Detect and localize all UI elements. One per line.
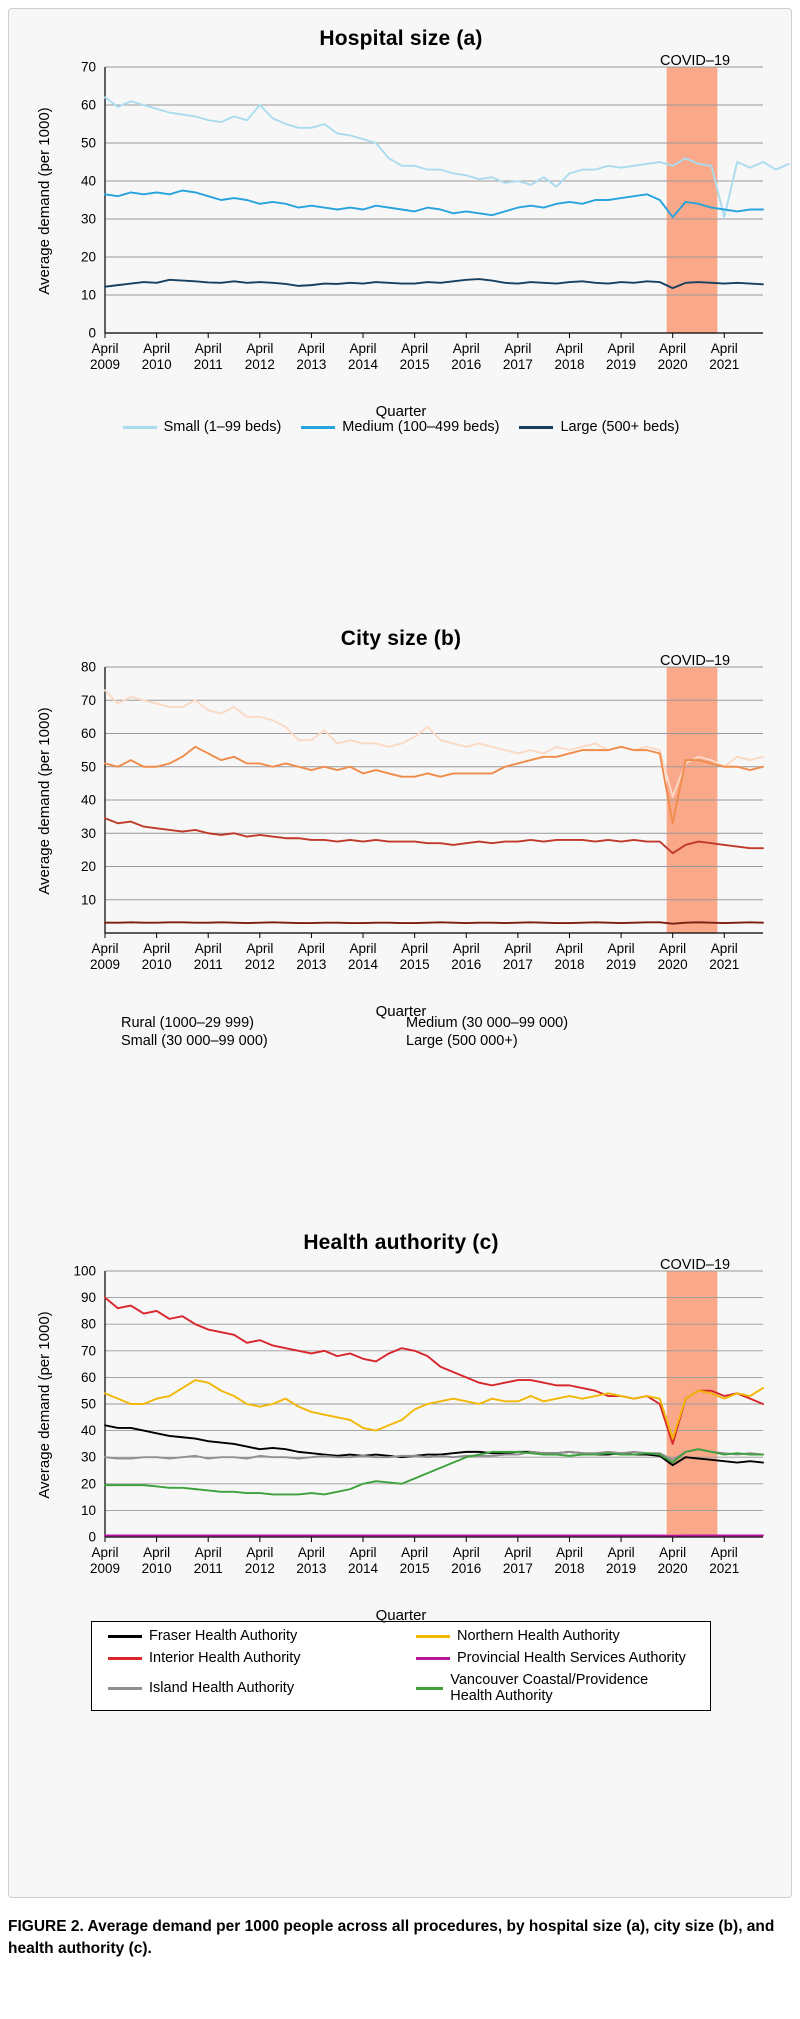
x-tick-year: 2019 (606, 357, 637, 372)
legend-swatch (301, 426, 335, 429)
x-tick-month: April (297, 1545, 325, 1560)
legend-item (123, 419, 282, 435)
series-line (105, 818, 763, 853)
legend-item (108, 1650, 386, 1666)
y-tick-label: 90 (80, 1290, 96, 1306)
x-tick-month: April (710, 1545, 738, 1560)
y-tick-label: 50 (80, 1396, 96, 1412)
series-line (105, 279, 763, 288)
x-tick-month: April (143, 1545, 171, 1560)
series-line (105, 1380, 763, 1439)
x-tick-year: 2015 (399, 1561, 430, 1576)
x-tick-month: April (452, 341, 480, 356)
x-tick-year: 2016 (451, 957, 482, 972)
caption-text: Average demand per 1000 people across all procedures, by hospital size (a), city size (b), and health authority (c). (8, 1918, 775, 1958)
legend-item (406, 1033, 681, 1049)
y-tick-label: 70 (80, 59, 96, 75)
legend-swatch (416, 1687, 443, 1690)
legend-label: Northern Health Authority (457, 1628, 620, 1644)
y-tick-label: 40 (80, 1423, 96, 1439)
panel-b-legend (9, 1015, 793, 1049)
panel-health-authority (9, 1231, 793, 1711)
x-tick-year: 2014 (348, 1561, 379, 1576)
panel-a-ylabel: Average demand (per 1000) (36, 107, 54, 295)
legend-label: Medium (30 000–99 000) (406, 1015, 569, 1031)
figure-container (8, 8, 792, 1898)
x-tick-month: April (246, 941, 274, 956)
x-tick-month: April (504, 1545, 532, 1560)
x-tick-year: 2021 (709, 357, 740, 372)
x-tick-month: April (297, 341, 325, 356)
x-tick-month: April (194, 341, 222, 356)
x-tick-month: April (194, 941, 222, 956)
x-tick-year: 2021 (709, 1561, 740, 1576)
x-tick-year: 2017 (502, 1561, 533, 1576)
x-tick-year: 2014 (348, 957, 379, 972)
y-tick-label: 0 (88, 325, 96, 341)
legend-label: Vancouver Coastal/Providence Health Authority (450, 1672, 649, 1704)
panel-a-plot (9, 51, 793, 420)
x-tick-month: April (555, 1545, 583, 1560)
legend-label: Small (1–99 beds) (163, 419, 282, 435)
panel-a-svg (9, 51, 793, 411)
panel-b-xlabel: Quarter (375, 1003, 427, 1020)
x-tick-year: 2018 (554, 357, 585, 372)
series-line (105, 747, 763, 823)
y-tick-label: 10 (80, 1502, 96, 1518)
panel-c-svg (9, 1255, 793, 1615)
x-tick-year: 2017 (502, 957, 533, 972)
x-tick-month: April (401, 1545, 429, 1560)
legend-label: Interior Health Authority (149, 1650, 301, 1666)
x-tick-month: April (607, 341, 635, 356)
series-line (105, 922, 763, 923)
legend-label: Fraser Health Authority (149, 1628, 298, 1644)
x-tick-month: April (246, 341, 274, 356)
x-tick-year: 2019 (606, 1561, 637, 1576)
legend-item (301, 419, 499, 435)
legend-item (519, 419, 679, 435)
x-tick-year: 2016 (451, 357, 482, 372)
y-tick-label: 20 (80, 1476, 96, 1492)
series-line (105, 191, 763, 218)
y-tick-label: 0 (88, 1529, 96, 1545)
x-tick-month: April (91, 941, 119, 956)
legend-item (416, 1650, 694, 1666)
legend-item (416, 1628, 694, 1644)
x-tick-month: April (659, 1545, 687, 1560)
y-tick-label: 80 (80, 659, 96, 675)
panel-a-legend (9, 417, 793, 437)
x-tick-month: April (91, 1545, 119, 1560)
legend-item (108, 1628, 386, 1644)
x-tick-month: April (710, 941, 738, 956)
legend-item (416, 1672, 694, 1704)
x-tick-month: April (659, 341, 687, 356)
x-tick-month: April (710, 341, 738, 356)
panel-hospital-size (9, 27, 793, 437)
panel-b-svg (9, 651, 793, 1011)
legend-label: Large (500 000+) (406, 1033, 518, 1049)
covid-label: COVID–19 (659, 1257, 731, 1273)
panel-c-xlabel: Quarter (375, 1607, 427, 1624)
x-tick-year: 2018 (554, 1561, 585, 1576)
x-tick-month: April (401, 341, 429, 356)
x-tick-year: 2010 (141, 1561, 172, 1576)
x-tick-month: April (401, 941, 429, 956)
x-tick-month: April (452, 1545, 480, 1560)
y-tick-label: 30 (80, 211, 96, 227)
x-tick-month: April (659, 941, 687, 956)
x-tick-month: April (246, 1545, 274, 1560)
series-line (105, 1425, 763, 1465)
y-tick-label: 40 (80, 792, 96, 808)
y-tick-label: 60 (80, 726, 96, 741)
x-tick-month: April (143, 341, 171, 356)
x-tick-month: April (194, 1545, 222, 1560)
x-tick-year: 2009 (89, 1561, 121, 1576)
x-tick-year: 2020 (657, 357, 688, 372)
y-tick-label: 100 (73, 1263, 96, 1279)
x-tick-year: 2018 (554, 957, 585, 972)
x-tick-month: April (504, 941, 532, 956)
y-tick-label: 30 (80, 1449, 96, 1465)
x-tick-year: 2011 (193, 1561, 223, 1576)
covid-label: COVID–19 (659, 53, 731, 69)
x-tick-month: April (297, 941, 325, 956)
x-tick-year: 2013 (296, 1561, 327, 1576)
x-tick-month: April (143, 941, 171, 956)
y-tick-label: 20 (80, 249, 96, 265)
x-tick-year: 2021 (709, 957, 740, 972)
y-tick-label: 70 (80, 692, 96, 708)
x-tick-year: 2011 (193, 957, 223, 972)
covid-highlight-band (667, 67, 718, 333)
x-tick-month: April (555, 341, 583, 356)
x-tick-month: April (504, 341, 532, 356)
series-line (105, 1298, 763, 1444)
x-tick-month: April (607, 941, 635, 956)
panel-c-plot (9, 1255, 793, 1624)
legend-swatch (123, 426, 157, 429)
x-tick-year: 2013 (296, 357, 327, 372)
x-tick-year: 2016 (451, 1561, 482, 1576)
x-tick-year: 2009 (89, 957, 121, 972)
y-tick-label: 50 (80, 759, 96, 775)
legend-swatch (108, 1635, 142, 1638)
figure-caption (8, 1916, 792, 1961)
x-tick-month: April (555, 941, 583, 956)
legend-label: Provincial Health Services Authority (457, 1650, 686, 1666)
y-tick-label: 60 (80, 97, 96, 113)
legend-swatch (416, 1635, 450, 1638)
y-tick-label: 50 (80, 135, 96, 151)
legend-swatch (519, 426, 553, 429)
caption-label: FIGURE 2. (8, 1918, 84, 1935)
x-tick-month: April (349, 341, 377, 356)
x-tick-year: 2014 (348, 357, 379, 372)
x-tick-year: 2011 (193, 357, 223, 372)
x-tick-year: 2013 (296, 957, 327, 972)
legend-label: Large (500+ beds) (560, 419, 680, 435)
x-tick-year: 2010 (141, 957, 172, 972)
panel-b-plot (9, 651, 793, 1020)
x-tick-year: 2015 (399, 357, 430, 372)
y-tick-label: 10 (80, 892, 96, 908)
x-tick-year: 2012 (244, 1561, 275, 1576)
x-tick-month: April (607, 1545, 635, 1560)
legend-item (121, 1033, 396, 1049)
panel-c-legend (9, 1621, 793, 1711)
legend-label: Island Health Authority (149, 1680, 295, 1696)
panel-city-size (9, 627, 793, 1049)
covid-label: COVID–19 (659, 653, 731, 669)
legend-label: Rural (1000–29 999) (121, 1015, 255, 1031)
legend-label: Medium (100–499 beds) (342, 419, 500, 435)
y-tick-label: 40 (80, 173, 96, 189)
panel-b-ylabel: Average demand (per 1000) (36, 707, 54, 895)
legend-swatch (108, 1687, 142, 1690)
x-tick-month: April (91, 341, 119, 356)
x-tick-year: 2010 (141, 357, 172, 372)
y-tick-label: 70 (80, 1343, 96, 1359)
x-tick-year: 2019 (606, 957, 637, 972)
x-tick-year: 2012 (244, 357, 275, 372)
panel-c-title: Health authority (c) (303, 1231, 499, 1254)
x-tick-year: 2015 (399, 957, 430, 972)
panel-a-xlabel: Quarter (375, 403, 427, 420)
x-tick-year: 2009 (89, 357, 121, 372)
x-tick-year: 2012 (244, 957, 275, 972)
panel-a-title: Hospital size (a) (319, 27, 483, 50)
legend-swatch (108, 1657, 142, 1660)
x-tick-month: April (349, 941, 377, 956)
y-tick-label: 60 (80, 1369, 96, 1385)
x-tick-year: 2020 (657, 957, 688, 972)
legend-item (108, 1672, 386, 1704)
x-tick-year: 2017 (502, 357, 533, 372)
x-tick-month: April (349, 1545, 377, 1560)
y-tick-label: 10 (80, 287, 96, 303)
x-tick-month: April (452, 941, 480, 956)
panel-b-title: City size (b) (340, 627, 462, 650)
legend-label: Small (30 000–99 000) (121, 1033, 268, 1049)
panel-c-ylabel: Average demand (per 1000) (36, 1311, 54, 1499)
x-tick-year: 2020 (657, 1561, 688, 1576)
legend-swatch (416, 1657, 450, 1660)
y-tick-label: 30 (80, 825, 96, 841)
y-tick-label: 80 (80, 1316, 96, 1332)
y-tick-label: 20 (80, 859, 96, 874)
